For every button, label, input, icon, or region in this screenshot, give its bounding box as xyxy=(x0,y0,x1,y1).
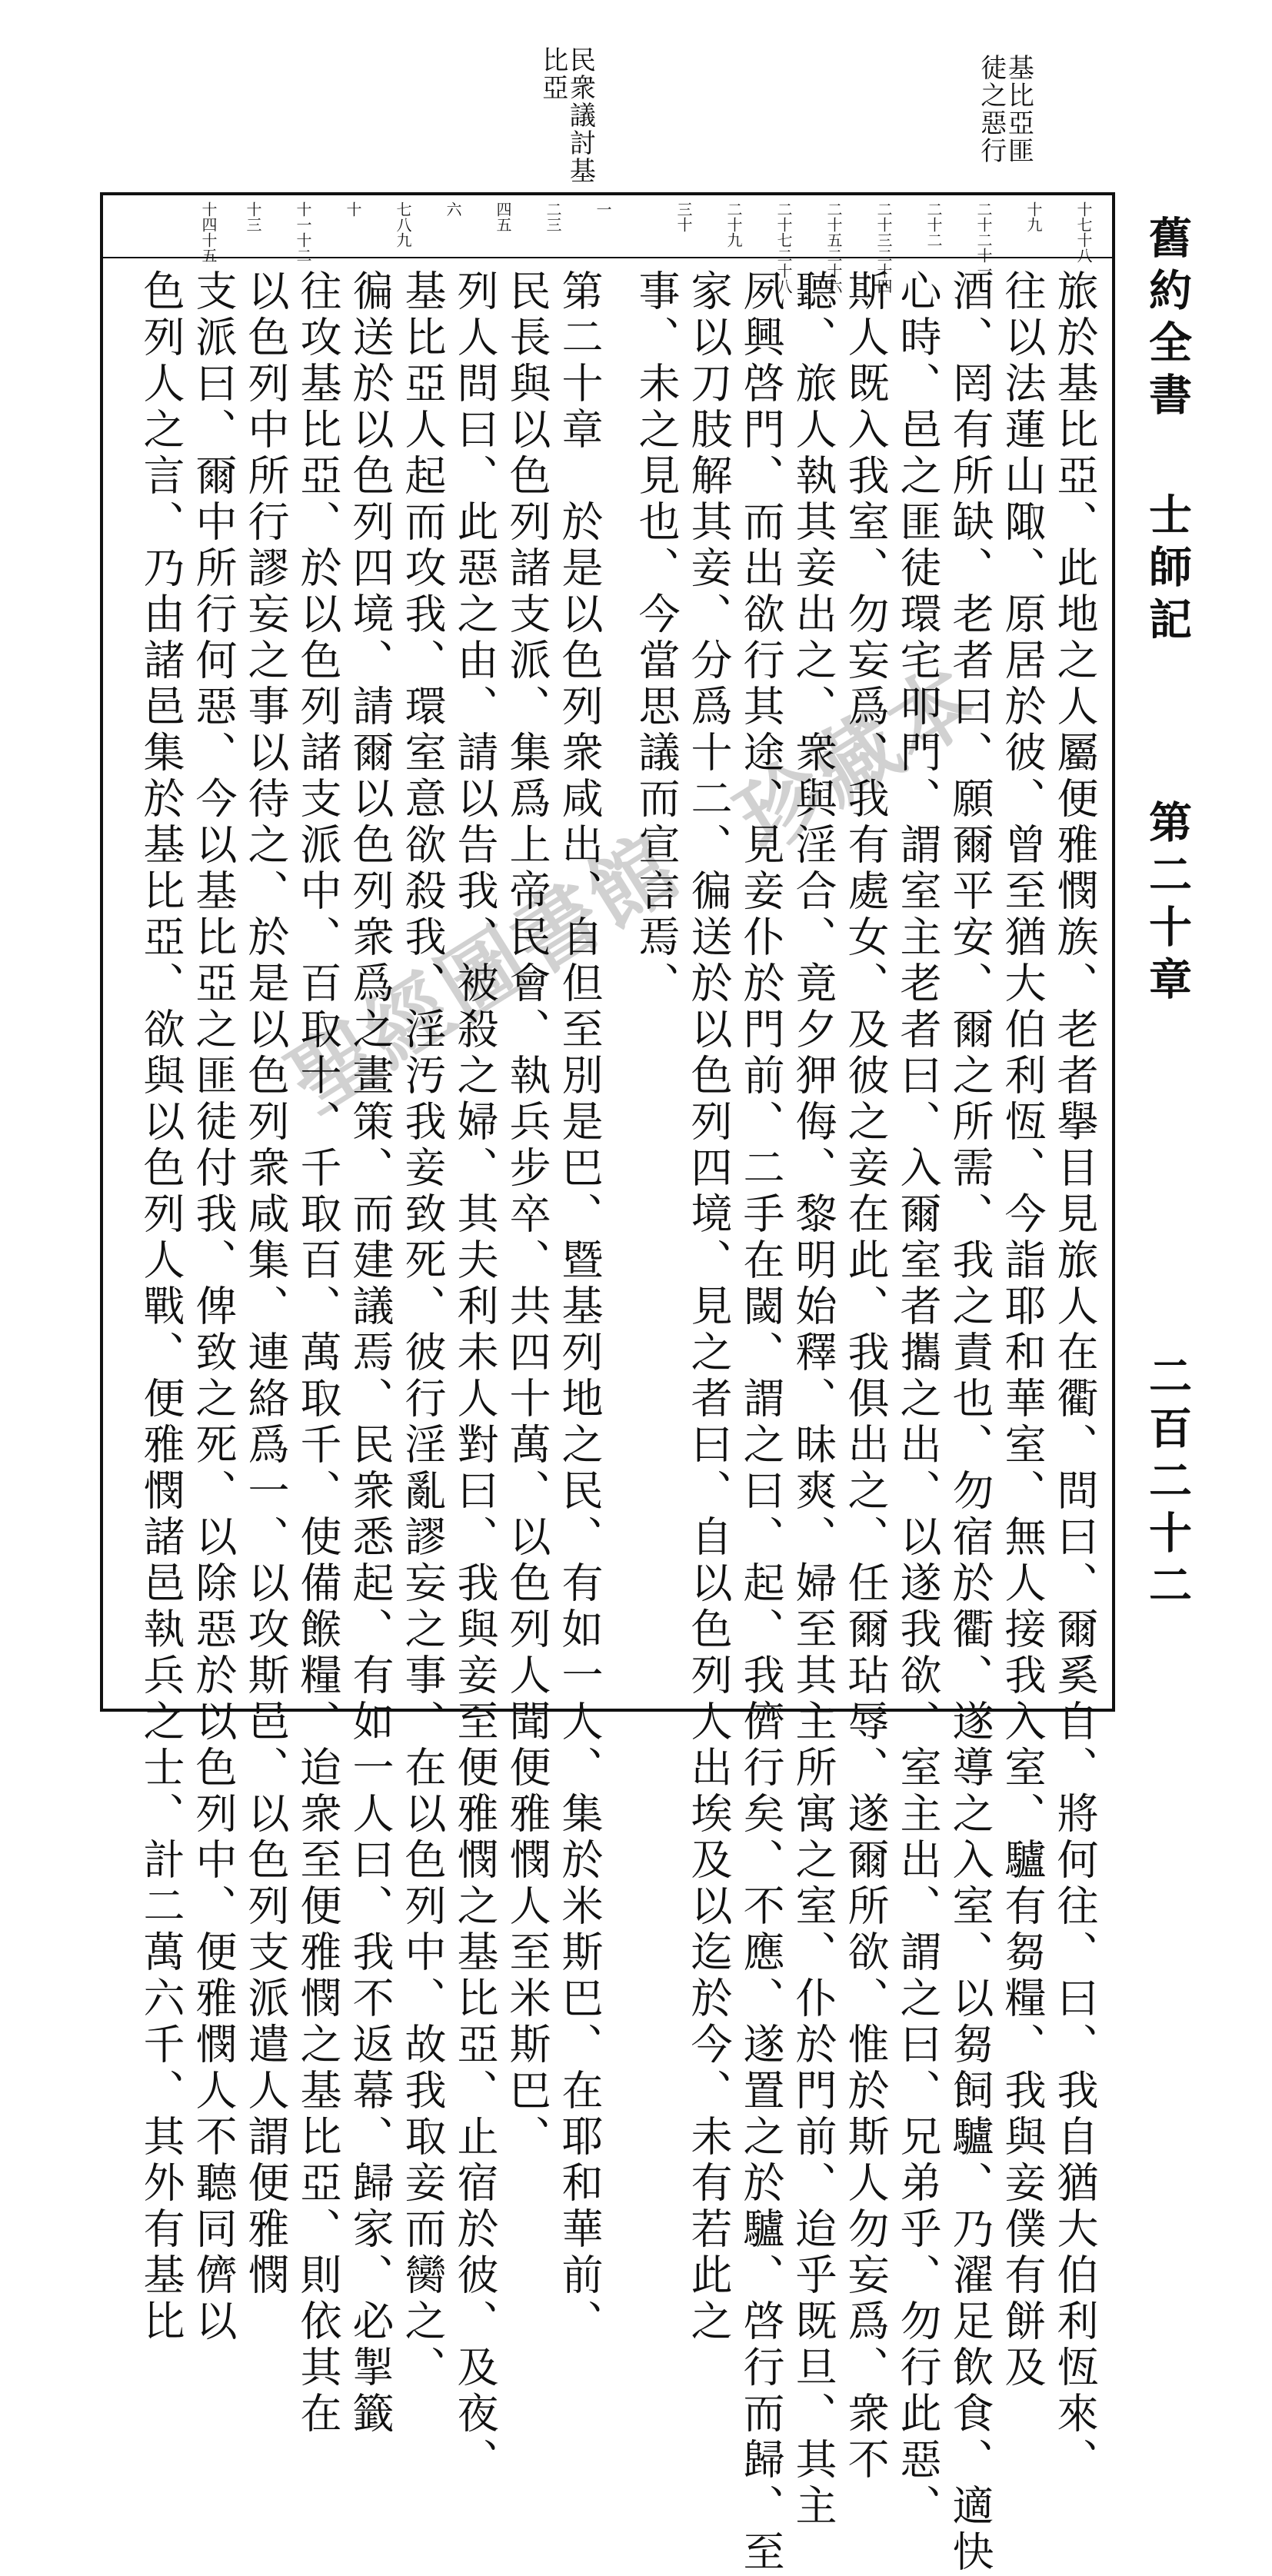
text-column: 家以刀肢解其妾、分爲十二、徧送於以色列四境、見之者曰、自以色列人出埃及以迄於今、未有若此之 xyxy=(684,269,733,2345)
section-title: 士師記 xyxy=(1142,492,1193,649)
page-number: 二百二十二 xyxy=(1142,1353,1193,1615)
verse-number: 二十五二十六 xyxy=(824,201,843,294)
verse-number: 七八九 xyxy=(394,201,412,248)
chapter-heading: 第二十章 xyxy=(1142,800,1193,1009)
text-column: 往以法蓮山陬、原居於彼、曾至猶大伯利恆、今詣耶和華室、無人接我入室、驢有芻糧、我與妾僕有餅及 xyxy=(998,269,1047,2391)
verse-number: 十九 xyxy=(1024,201,1043,232)
verse-number: 二十二十一 xyxy=(974,201,993,278)
text-column: 事、未之見也、今當思議而宣言焉、 xyxy=(632,269,681,1007)
verse-number: 十一十二 xyxy=(294,201,312,263)
verse-number: 二十七二十八 xyxy=(774,201,793,294)
text-column: 支派曰、爾中所行何惡、今以基比亞之匪徒付我、俾致之死、以除惡於以色列中、便雅憫人不聽同儕以 xyxy=(189,269,238,2345)
verse-number: 二十九 xyxy=(724,201,743,248)
text-column: 列人問曰、此惡之由、請以告我、被殺之婦、其夫利未人對曰、我與妾至便雅憫之基比亞、止宿於彼、及夜、 xyxy=(451,269,499,2484)
verse-number: 十七十八 xyxy=(1074,201,1093,263)
text-column: 民長與以色列諸支派、集爲上帝民會、執兵步卒、共四十萬、以色列人聞便雅憫人至米斯巴、 xyxy=(503,269,551,2161)
verse-number: 四五 xyxy=(494,201,512,232)
verse-number: 一 xyxy=(594,201,612,217)
frame-left-rule xyxy=(100,192,103,1712)
frame-top-rule xyxy=(102,192,1115,195)
verse-number: 三十 xyxy=(674,201,693,232)
text-column: 斯人既入我室、勿妄爲、我有處女、及彼之妾在此、我俱出之、任爾玷辱、遂爾所欲、惟於斯人勿妄爲、衆不 xyxy=(841,269,890,2484)
frame-right-rule xyxy=(1112,192,1115,1712)
watermark-line-2: 珍藏本 xyxy=(720,646,996,870)
verse-number: 六 xyxy=(444,201,462,217)
verse-number: 二三 xyxy=(544,201,562,232)
book-title: 舊約全書 xyxy=(1142,215,1193,424)
verse-number: 十四十五 xyxy=(199,201,218,263)
verse-number-band xyxy=(103,201,1112,294)
text-column: 心時、邑之匪徒環宅叩門、謂室主老者曰、入爾室者攜之出、以遂我欲、室主出、謂之曰、兄弟乎、勿行此惡、 xyxy=(894,269,942,2530)
side-note-right: 基比亞匪徒之惡行 xyxy=(975,54,1034,165)
text-column: 夙興啓門、而出欲行其途、見妾仆於門前、二手在閾、謂之曰、起、我儕行矣、不應、遂置之於驢、啓行而歸、至 xyxy=(737,269,785,2576)
text-column: 旅於基比亞、此地之人屬便雅憫族、老者擧目見旅人在衢、問曰、爾奚自、將何往、曰、我自猶大伯利恆來、 xyxy=(1051,269,1099,2484)
verse-number: 十三 xyxy=(244,201,262,232)
verse-number: 十 xyxy=(344,201,362,217)
text-column: 第二十章 於是以色列衆咸出、自但至別是巴、暨基列地之民、有如一人、集於米斯巴、在耶和華前、 xyxy=(555,269,604,2345)
watermark-line-1: 聖經圖書館 xyxy=(271,815,697,1132)
text-column: 酒、罔有所缺、老者曰、願爾平安、爾之所需、我之責也、勿宿於衢、遂導之入室、以芻飼驢、乃濯足飲食、適快 xyxy=(946,269,994,2576)
text-column: 往攻基比亞、於以色列諸支派中、百取十、千取百、萬取千、使備餱糧、迨衆至便雅憫之基比亞、則依其在 xyxy=(294,269,342,2438)
side-note-left: 民衆議討基比亞 xyxy=(537,46,596,185)
verse-number: 二十三二十四 xyxy=(874,201,893,294)
verse-number: 二十二 xyxy=(924,201,943,248)
text-column: 色列人之言、乃由諸邑集於基比亞、欲與以色列人戰、便雅憫諸邑執兵之士、計二萬六千、其外有基比 xyxy=(137,269,185,2345)
text-column: 基比亞人起而攻我、環室意欲殺我、淫汚我妾致死、彼行淫亂謬妄之事、在以色列中、故我取妾而臠之、 xyxy=(398,269,447,2391)
text-column: 聽、旅人執其妾出之、衆與淫合、竟夕狎侮、黎明始釋、昧爽、婦至其主所寓之室、仆於門前、迨乎既旦、其主 xyxy=(789,269,837,2530)
text-column: 徧送於以色列四境、請爾以色列衆爲之畫策、而建議焉、民衆悉起、有如一人曰、我不返幕、歸家、必掣籤 xyxy=(346,269,395,2438)
text-column: 以色列中所行謬妄之事以待之、於是以色列衆咸集、連絡爲一、以攻斯邑、以色列支派遣人謂便雅憫 xyxy=(241,269,290,2299)
